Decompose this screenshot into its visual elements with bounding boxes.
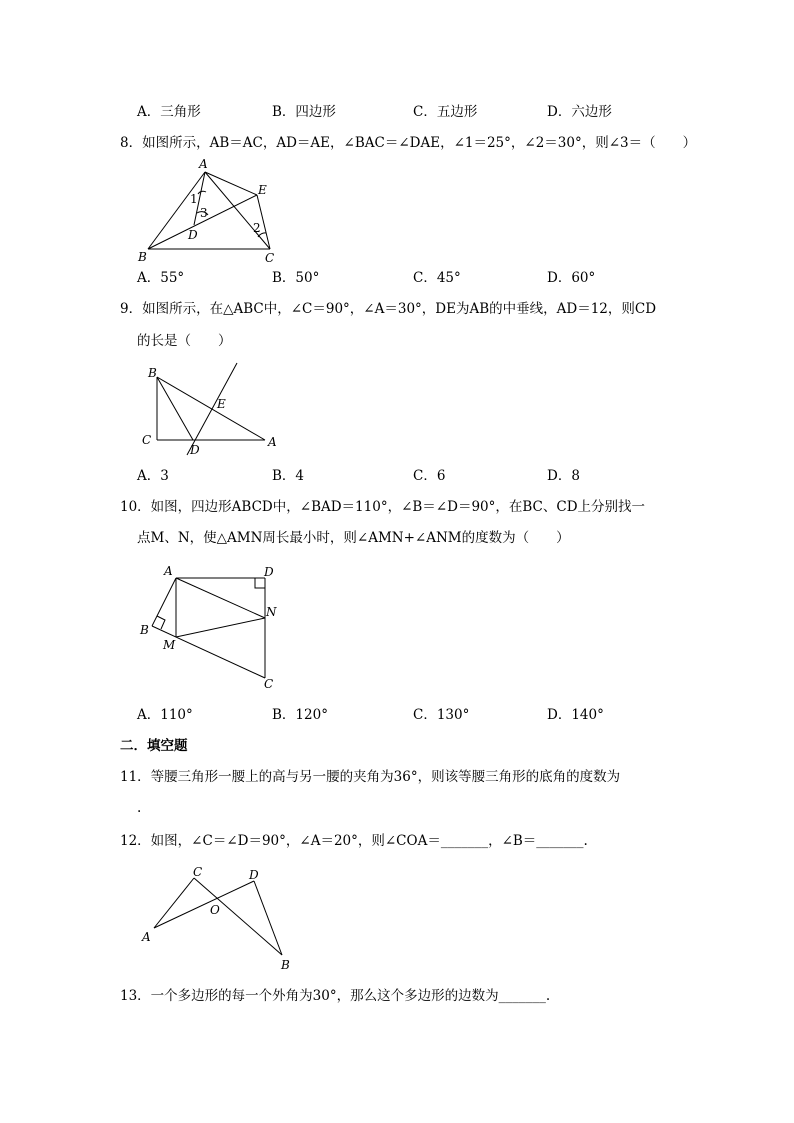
q7-option-d: D．六边形 — [547, 104, 612, 120]
q10-label-n: N — [266, 605, 277, 619]
q10-question-line2: 点M、N，使△AMN周长最小时，则∠AMN+∠ANM的度数为（ ） — [137, 530, 570, 546]
q8-angle-2: 2 — [253, 221, 261, 235]
q8-label-c: C — [265, 251, 275, 265]
q7-option-c: C．五边形 — [413, 104, 478, 120]
q9-label-d: D — [190, 443, 200, 457]
q8-question-text: 8．如图所示，AB＝AC，AD＝AE，∠BAC＝∠DAE，∠1＝25°，∠2＝30°，则∠3＝（ ） — [120, 135, 697, 151]
q8-angle-1: 1 — [190, 192, 198, 206]
q12-label-o: O — [210, 903, 220, 917]
q8-option-d: D．60° — [547, 270, 596, 286]
q11-question-line2: . — [137, 800, 142, 816]
q9-label-c: C — [142, 433, 152, 447]
q12-label-b: B — [281, 958, 290, 972]
q10-label-b: B — [140, 623, 149, 637]
q12-label-c: C — [193, 865, 203, 879]
q8-option-c: C．45° — [413, 270, 461, 286]
q8-label-d: D — [188, 228, 198, 242]
q9-label-b: B — [148, 366, 157, 380]
q9-figure — [130, 360, 290, 460]
q7-option-b: B．四边形 — [272, 104, 336, 120]
q10-label-a: A — [164, 564, 173, 578]
q10-label-m: M — [163, 638, 176, 652]
q8-option-a: A．55° — [137, 270, 185, 286]
q10-question-line1: 10．如图，四边形ABCD中，∠BAD＝110°，∠B＝∠D＝90°，在BC、CD上分别找一 — [120, 499, 646, 515]
q8-label-a: A — [199, 157, 208, 171]
q9-option-a: A．3 — [137, 468, 169, 484]
q12-label-d: D — [249, 868, 259, 882]
q9-label-a: A — [268, 435, 277, 449]
q9-question-line2: 的长是（ ） — [137, 333, 232, 349]
q8-label-b: B — [138, 250, 147, 264]
q10-label-d: D — [264, 565, 274, 579]
q8-angle-3: 3 — [200, 206, 208, 220]
q9-option-b: B．4 — [272, 468, 305, 484]
q8-figure — [130, 155, 290, 265]
q13-question-text: 13．一个多边形的每一个外角为30°，那么这个多边形的边数为_______. — [120, 988, 551, 1004]
q10-option-d: D．140° — [547, 707, 604, 723]
section-title-fill-in: 二．填空题 — [120, 738, 188, 754]
q9-option-c: C．6 — [413, 468, 446, 484]
q10-figure — [130, 560, 290, 695]
q8-option-b: B．50° — [272, 270, 320, 286]
q12-figure — [130, 860, 300, 975]
q10-option-c: C．130° — [413, 707, 470, 723]
q10-label-c: C — [264, 677, 274, 691]
q10-option-a: A．110° — [137, 707, 193, 723]
q12-question-text: 12．如图，∠C＝∠D＝90°，∠A＝20°，则∠COA＝_______，∠B＝_______. — [120, 833, 588, 849]
q9-question-line1: 9．如图所示，在△ABC中，∠C＝90°，∠A＝30°，DE为AB的中垂线，AD＝12，则CD — [120, 301, 657, 317]
q9-option-d: D．8 — [547, 468, 580, 484]
q8-label-e: E — [258, 183, 267, 197]
q7-option-a: A．三角形 — [137, 104, 201, 120]
q10-option-b: B．120° — [272, 707, 328, 723]
q12-label-a: A — [142, 930, 151, 944]
q9-label-e: E — [217, 397, 226, 411]
q11-question-line1: 11．等腰三角形一腰上的高与另一腰的夹角为36°，则该等腰三角形的底角的度数为 — [120, 769, 621, 785]
